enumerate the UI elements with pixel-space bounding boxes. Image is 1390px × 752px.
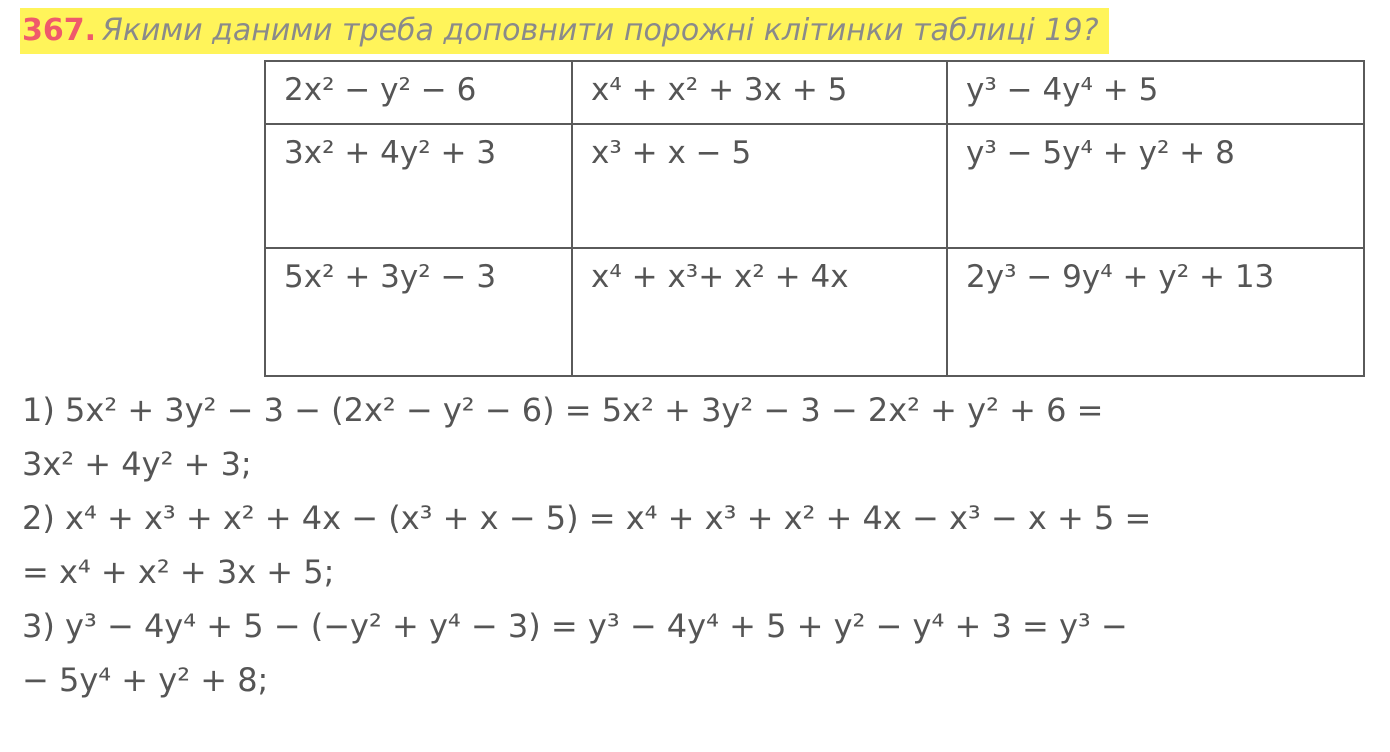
task-heading: [20, 8, 1109, 54]
table-cell: x⁴ + x² + 3x + 5: [572, 61, 947, 124]
table-cell: x³ + x − 5: [572, 124, 947, 248]
table-row: [265, 248, 1364, 376]
solution-line: = x⁴ + x² + 3x + 5;: [22, 553, 335, 591]
table-cell: 5x² + 3y² − 3: [265, 248, 572, 376]
solution-line: 1) 5x² + 3y² − 3 − (2x² − y² − 6) = 5x² + 3y² − 3 − 2x² + y² + 6 =: [22, 391, 1104, 429]
solution-block: [22, 383, 1151, 707]
table-cell: y³ − 5y⁴ + y² + 8: [947, 124, 1364, 248]
table-cell: 2x² − y² − 6: [265, 61, 572, 124]
table-cell: 2y³ − 9y⁴ + y² + 13: [947, 248, 1364, 376]
table-cell: y³ − 4y⁴ + 5: [947, 61, 1364, 124]
solution-line: 2) x⁴ + x³ + x² + 4x − (x³ + x − 5) = x⁴ + x³ + x² + 4x − x³ − x + 5 =: [22, 499, 1152, 537]
table-cell: x⁴ + x³+ x² + 4x: [572, 248, 947, 376]
table-cell: 3x² + 4y² + 3: [265, 124, 572, 248]
table-row: [265, 61, 1364, 124]
solution-line: 3) y³ − 4y⁴ + 5 − (−y² + y⁴ − 3) = y³ − 4y⁴ + 5 + y² − y⁴ + 3 = y³ −: [22, 607, 1128, 645]
task-question: Якими даними треба доповнити порожні клітинки таблиці 19?: [102, 13, 1099, 48]
polynomial-table: [264, 60, 1365, 377]
table-row: [265, 124, 1364, 248]
solution-line: 3x² + 4y² + 3;: [22, 445, 252, 483]
solution-line: − 5y⁴ + y² + 8;: [22, 661, 269, 699]
task-number: 367.: [22, 13, 97, 48]
